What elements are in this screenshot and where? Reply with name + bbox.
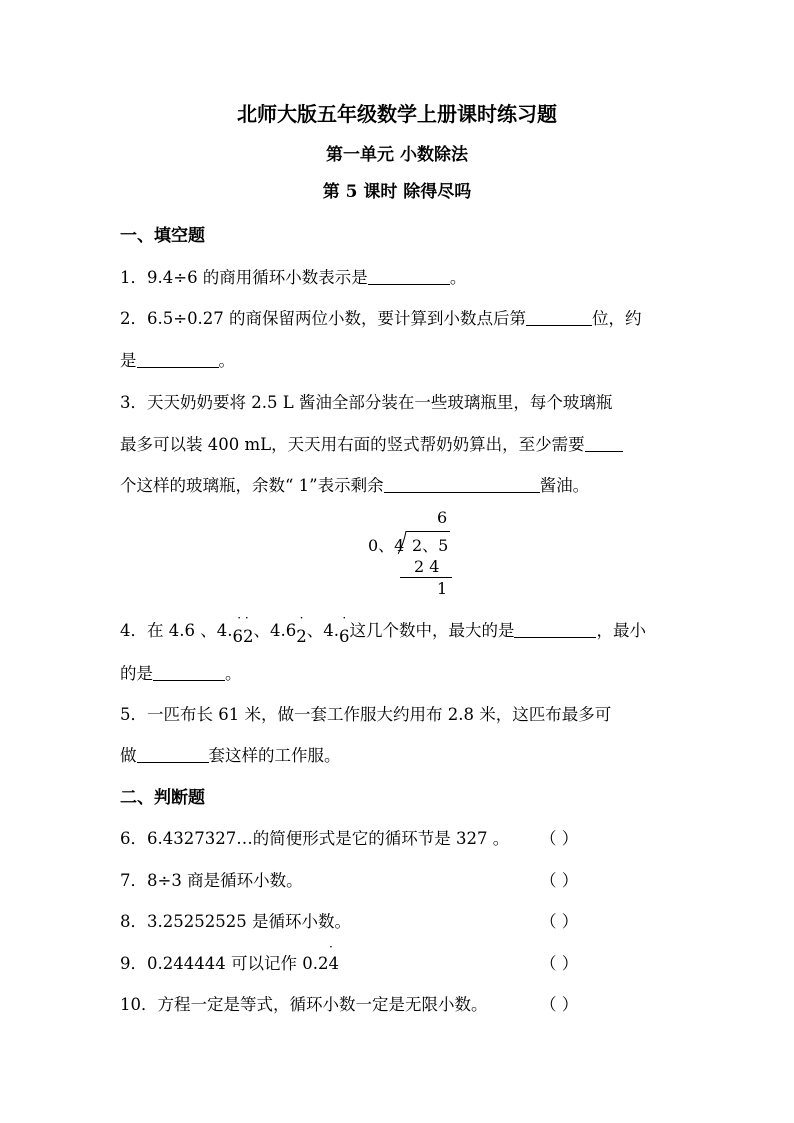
section-fill-blank: 一、填空题 <box>120 226 205 246</box>
judge-item-9: 9．0.244444 可以记作 0.24 <box>120 954 339 973</box>
answer-blank[interactable] <box>137 746 209 763</box>
division-remainder: 1 <box>437 579 448 598</box>
long-division <box>360 508 470 600</box>
answer-blank[interactable] <box>384 476 540 493</box>
answer-paren[interactable]: （ ） <box>540 912 579 931</box>
question-1 <box>120 264 466 288</box>
answer-blank[interactable] <box>137 351 219 368</box>
repeating-decimal-2: 2 · <box>296 611 307 646</box>
question-4-sep1: 、4.6 <box>253 621 297 640</box>
question-4-line2 <box>120 660 242 684</box>
question-3-line3 <box>120 472 589 496</box>
question-5-text-b: 套这样的工作服。 <box>208 746 341 765</box>
question-4-text-b: 的是 <box>120 664 153 683</box>
answer-paren[interactable]: （ ） <box>540 871 579 890</box>
question-3-line2 <box>120 431 623 455</box>
judge-item-10: 10．方程一定是等式，循环小数一定是无限小数。 <box>120 995 488 1014</box>
division-product: 2 4 <box>414 557 440 576</box>
repeat-dots: · · <box>237 611 249 625</box>
question-5-line1: 5．一匹布长 61 米，做一套工作服大约用布 2.8 米，这匹布最多可 <box>120 705 612 724</box>
answer-blank[interactable] <box>368 268 450 285</box>
question-4-mid: 这几个数中，最大的是 <box>349 621 515 640</box>
question-4-text: 4．在 4.6 、4. <box>120 621 233 640</box>
answer-blank[interactable] <box>526 309 592 326</box>
question-2-text-c: 是 <box>120 351 137 370</box>
division-bracket <box>398 531 408 555</box>
lesson-title: 第 5 课时 除得尽吗 <box>322 182 472 202</box>
repeating-decimal-1: 62 · · <box>232 611 254 646</box>
answer-paren[interactable]: （ ） <box>540 995 579 1014</box>
section-true-false: 二、判断题 <box>120 788 205 808</box>
question-2-line2 <box>120 347 235 371</box>
answer-blank[interactable] <box>585 435 623 452</box>
repeat-dot: · <box>342 611 347 625</box>
answer-blank[interactable] <box>514 621 596 638</box>
division-divisor: 0、4 <box>368 536 405 555</box>
judge-item-8: 8．3.25252525 是循环小数。 <box>120 912 351 931</box>
question-2-text-b: 位，约 <box>592 309 642 328</box>
repeat-dot: · <box>329 940 333 954</box>
question-3-end: 酱油。 <box>539 476 590 495</box>
division-bar-bottom <box>400 577 452 578</box>
answer-paren[interactable]: （ ） <box>540 829 579 848</box>
answer-paren[interactable]: （ ） <box>540 954 579 973</box>
answer-blank[interactable] <box>153 664 225 681</box>
question-4 <box>120 611 646 646</box>
repeat-dot: · <box>299 611 304 625</box>
judge-item-6: 6．6.4327327…的简便形式是它的循环节是 327 。 <box>120 829 510 848</box>
question-4-sep2: 、4. <box>306 621 339 640</box>
question-2-end: 。 <box>218 351 235 370</box>
question-3-text: 最多可以装 400 mL，天天用右面的竖式帮奶奶算出，至少需要 <box>120 435 585 454</box>
question-1-end: 。 <box>449 268 467 287</box>
division-quotient: 6 <box>437 508 448 527</box>
repeating-decimal-3: 6 · <box>338 611 350 646</box>
question-2 <box>120 305 642 329</box>
question-5-text: 做 <box>120 746 137 765</box>
unit-title: 第一单元 小数除法 <box>326 145 468 165</box>
question-1-text: 1．9.4÷6 的商用循环小数表示是 <box>120 268 368 287</box>
question-3-line1: 3．天天奶奶要将 2.5 L 酱油全部分装在一些玻璃瓶里，每个玻璃瓶 <box>120 393 613 412</box>
question-3-text-c: 个这样的玻璃瓶，余数“ 1”表示剩余 <box>120 476 384 495</box>
question-4-end2: 。 <box>225 664 242 683</box>
division-bar-top <box>406 531 450 532</box>
judge-item-7: 7．8÷3 商是循环小数。 <box>120 871 303 890</box>
question-2-text: 2．6.5÷0.27 的商保留两位小数，要计算到小数点后第 <box>120 309 527 328</box>
question-4-end: ，最小 <box>596 621 646 640</box>
question-5-line2 <box>120 742 341 766</box>
division-dividend: 2、5 <box>412 536 449 555</box>
doc-title: 北师大版五年级数学上册课时练习题 <box>237 102 557 126</box>
